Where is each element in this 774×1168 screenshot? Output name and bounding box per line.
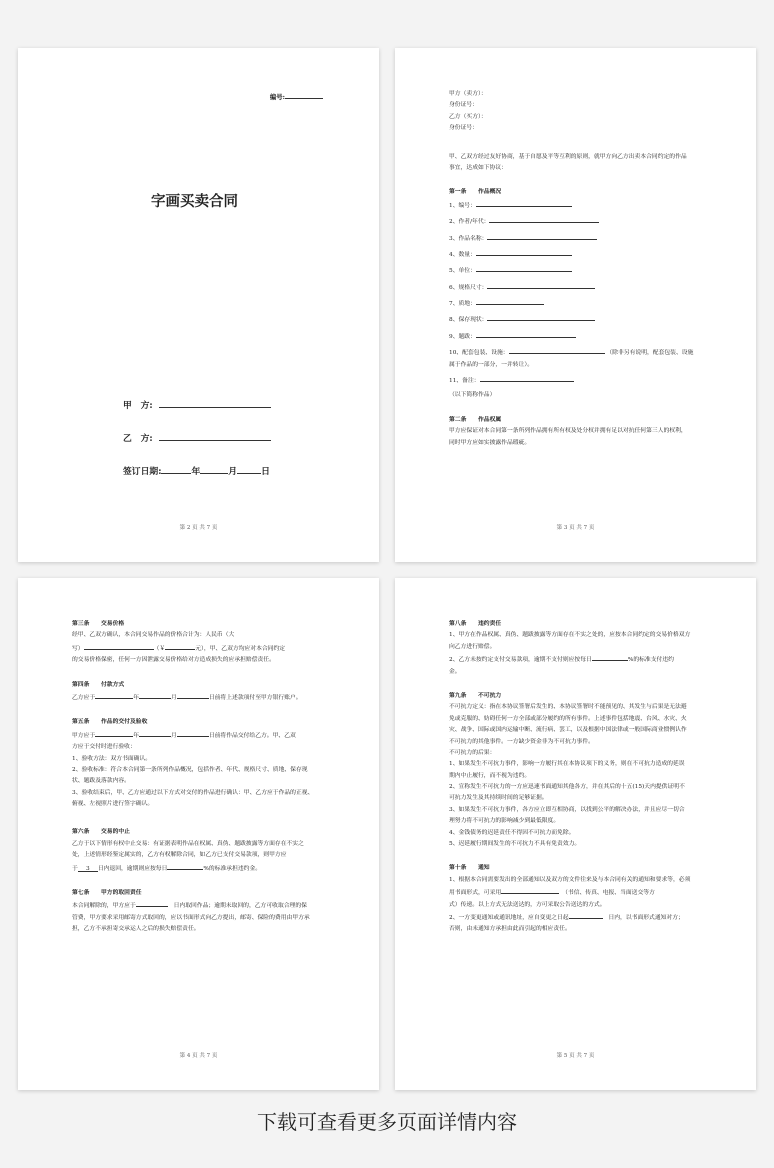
page-3 — [395, 48, 756, 562]
article-line: 2、宣称发生不可抗力的一方应迅速书面通知其他各方，并在其后的十五(15)天内提供证明不 — [449, 784, 685, 791]
contract-title: 字画买卖合同 — [151, 194, 238, 210]
article-line: 不可抗力定义：指在本协议签署后发生的、本协议签署时不能预见的、其发生与后果是无法避 — [449, 704, 687, 711]
item-line: 11、备注： — [449, 375, 716, 385]
download-more-link[interactable]: 下载可查看更多页面详情内容 — [257, 1110, 517, 1134]
article-line: 4、金钱债务的迟延责任不得因不可抗力而免除。 — [449, 829, 575, 836]
page-5 — [395, 578, 756, 1090]
item-line: 属于作品的一部分，一并转让）。 — [449, 361, 534, 368]
article-line: 用书面形式，可采用 （书信、传真、电报、当面送交等方 — [449, 887, 716, 897]
article-line: 状、题跋及落款内容。 — [72, 778, 130, 785]
party-a-line: 甲 方: — [123, 398, 271, 411]
article-heading: 第十条 通知 — [449, 865, 490, 872]
article-line: 向乙方进行赔偿。 — [449, 643, 496, 650]
party-b-line: 乙 方: — [123, 431, 271, 444]
item-line: 3、作品名称： — [449, 233, 716, 243]
item-line: 6、规格尺寸： — [449, 282, 716, 292]
page-content — [449, 90, 716, 447]
page-cover — [18, 48, 379, 562]
article-line: 乙方于以下情形有权中止交易：有证据表明作品在权属、真伪、题跋披露等方面存在不实之 — [72, 840, 304, 847]
article-line: 处，上述情形经鉴定属实的，乙方有权解除合同，如乙方已支付交易款项，则甲方应 — [72, 852, 287, 859]
page-content — [449, 620, 716, 934]
article-heading: 第九条 不可抗力 — [449, 692, 502, 699]
article-line: 1、甲方在作品权属、真伪、题跋披露等方面存在不实之处的，应按本合同约定的交易价格双方 — [449, 632, 691, 639]
article-line: 俯视、左视照片进行签字确认。 — [72, 801, 154, 808]
article-line: 免或克服的、妨碍任何一方全部或部分履约的所有事件。上述事件包括地震、台风、水灾、火 — [449, 715, 687, 722]
article-line: 5、迟延履行期间发生的不可抗力不具有免责效力。 — [449, 841, 581, 848]
article-line: 1、根据本合同需要发出的全部通知以及双方的文件往来及与本合同有关的通知和要求等，必须 — [449, 876, 691, 883]
sign-date-line: 签订日期: 年 月 日 — [123, 467, 270, 477]
article-line: 不可抗力的其他事件。一方缺少资金非为不可抗力事件。 — [449, 738, 594, 745]
item-line: 10、配套包装、设施： （除非另有说明，配套包装、设施 — [449, 347, 716, 357]
article-line: 管费，甲方要求采用邮寄方式取回的，应以书面形式向乙方提出，邮寄、保险的费用由甲方承 — [72, 914, 310, 921]
article-line: 期内中止履行，而不视为违约。 — [449, 772, 531, 779]
article-line: 2、乙方未按约定支付交易款项，逾期不支付则应按每日 %的标准支付违约 — [449, 654, 716, 664]
item-line: 9、题跋： — [449, 331, 716, 341]
article-line: 经甲、乙双方确认，本合同交易作品的价格合计为：人民币（大 — [72, 632, 235, 639]
article-line: 担，乙方不承担寄交承运人之后的损失赔偿责任。 — [72, 926, 200, 933]
page-content — [72, 620, 339, 934]
article-line: 理努力将不可抗力的影响减少到最低限度。 — [449, 818, 560, 825]
article-line: 2、一方变更通知或通讯地址，应自变更之日起 日内，以书面形式通知对方； — [449, 912, 716, 922]
article-line: 式）传递。以上方式无法送达的，方可采取公告送达的方式。 — [449, 901, 606, 908]
article-line: 2、验收标准：符合本合同第一条所列作品概况，包括作者、年代、规格尺寸、质地、保存现 — [72, 766, 308, 773]
item-line: 4、数量： — [449, 249, 716, 259]
item-line: 1、编号： — [449, 200, 716, 210]
page-4 — [18, 578, 379, 1090]
item-line: 5、单位： — [449, 265, 716, 275]
article-line: 3、验收结束后，甲、乙方应通过以下方式对交付的作品进行确认：甲、乙方应于作品的正视、 — [72, 789, 314, 796]
article-line: 1、如果发生不可抗力事件，影响一方履行其在本协议项下的义务，则在不可抗力造成的延误 — [449, 761, 685, 768]
article-line: 灾、战争、国际或国内运输中断、流行病、罢工，以及根据中国法律或一般国际商业惯例认作 — [449, 727, 687, 734]
page-number: 第 2 页 共 7 页 — [179, 525, 218, 531]
article-line: 同时甲方应如实披露作品瑕疵。 — [449, 439, 531, 446]
contract-number: 编号: — [270, 92, 323, 101]
article-heading: 第六条 交易的中止 — [72, 829, 130, 836]
article-heading: 第八条 违约责任 — [449, 621, 502, 627]
article-line: 写） （￥ 元），甲、乙双方均应对本合同约定 — [72, 643, 339, 653]
article-heading: 第三条 交易价格 — [72, 621, 125, 627]
article-line: 甲方应于 年 月 日前将作品交付给乙方。甲、乙双 — [72, 730, 339, 740]
article-line: 1、验收方法：双方书面确认。 — [72, 755, 152, 762]
article-line: 金。 — [449, 668, 461, 675]
article-heading: 第二条 作品权属 — [449, 416, 502, 423]
article-line: 否则，由未通知方承担由此而引起的相应责任。 — [449, 926, 571, 933]
item-list — [449, 200, 716, 348]
party-a-id: 身份证号： — [449, 102, 478, 109]
article-line: 方应于交付时进行验收： — [72, 744, 136, 751]
article-heading: 第七条 甲方的取回责任 — [72, 890, 142, 897]
article-heading: 第五条 作品的交付及验收 — [72, 719, 148, 726]
page-number: 第 3 页 共 7 页 — [556, 525, 595, 531]
party-b-id: 身份证号： — [449, 125, 478, 132]
item-note: （以下简称作品） — [449, 392, 496, 399]
party-a-seller: 甲方（卖方）： — [449, 91, 487, 97]
article-line: 3、如果发生不可抗力事件，各方应立即互相协商，以找到公平的解决办法，并且应尽一切合 — [449, 806, 685, 813]
article-line: 本合同解除的，甲方应于 日内取回作品；逾期未取回的，乙方可收取合理的保 — [72, 900, 339, 910]
article-heading: 第一条 作品概况 — [449, 189, 502, 196]
intro-line: 事宜，达成如下协议： — [449, 164, 507, 171]
article-line: 甲方应保证对本合同第一条所列作品拥有所有权及处分权并拥有足以对抗任何第三人的权利， — [449, 428, 687, 435]
item-line: 8、保存现状： — [449, 314, 716, 324]
article-heading: 第四条 付款方式 — [72, 681, 125, 688]
intro-line: 甲、乙双方经过友好协商，基于自愿及平等互利的原则，就甲方向乙方出卖本合同约定的作品 — [449, 153, 687, 160]
page-number: 第 5 页 共 7 页 — [556, 1053, 595, 1059]
article-line: 不可抗力的后果： — [449, 749, 496, 756]
article-line: 于 3 日内退回，逾期则应按每日 %的标准承担违约金。 — [72, 863, 339, 873]
item-line: 7、质地： — [449, 298, 716, 308]
page-number: 第 4 页 共 7 页 — [179, 1053, 218, 1059]
article-line: 可抗力发生及其持续时间的足够证据。 — [449, 795, 548, 802]
article-line: 乙方应于 年 月 日前将上述款项付至甲方银行账户。 — [72, 692, 339, 702]
party-b-buyer: 乙方（买方）： — [449, 113, 487, 120]
article-line: 的交易价格保密，任何一方因泄露交易价格给对方造成损失的应承担赔偿责任。 — [72, 657, 275, 664]
item-line: 2、作者/年代： — [449, 216, 716, 226]
